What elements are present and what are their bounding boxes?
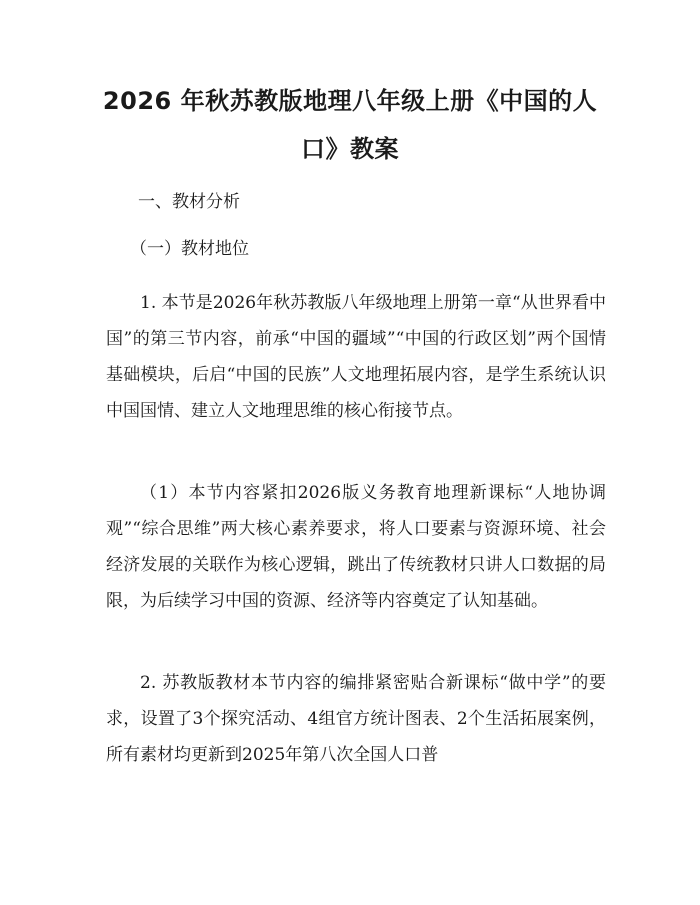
document-title-line1: 2026 年秋苏教版地理八年级上册《中国的人 — [102, 87, 598, 115]
subsection-heading: （一）教材地位 — [130, 239, 249, 259]
paragraph-3: 2. 苏教版教材本节内容的编排紧密贴合新课标“做中学”的要求，设置了3个探究活动、4组官方统计图表、2个生活拓展案例，所有素材均更新到2025年第八次全国人口普 — [106, 673, 606, 765]
paragraph-1: 1. 本节是2026年秋苏教版八年级地理上册第一章“从世界看中国”的第三节内容，前承“中国的疆域”“中国的行政区划”两个国情基础模块，后启“中国的民族”人文地理拓展内容，是学生系统认识中国国情、建立人文地理思维的核心衔接节点。 — [106, 293, 606, 421]
document-title-line2: 口》教案 — [301, 135, 399, 163]
paragraph-2: （1）本节内容紧扣2026版义务教育地理新课标“人地协调观”“综合思维”两大核心素养要求，将人口要素与资源环境、社会经济发展的关联作为核心逻辑，跳出了传统教材只讲人口数据的局限，为后续学习中国的资源、经济等内容奠定了认知基础。 — [106, 483, 606, 611]
section-heading: 一、教材分析 — [138, 192, 240, 212]
